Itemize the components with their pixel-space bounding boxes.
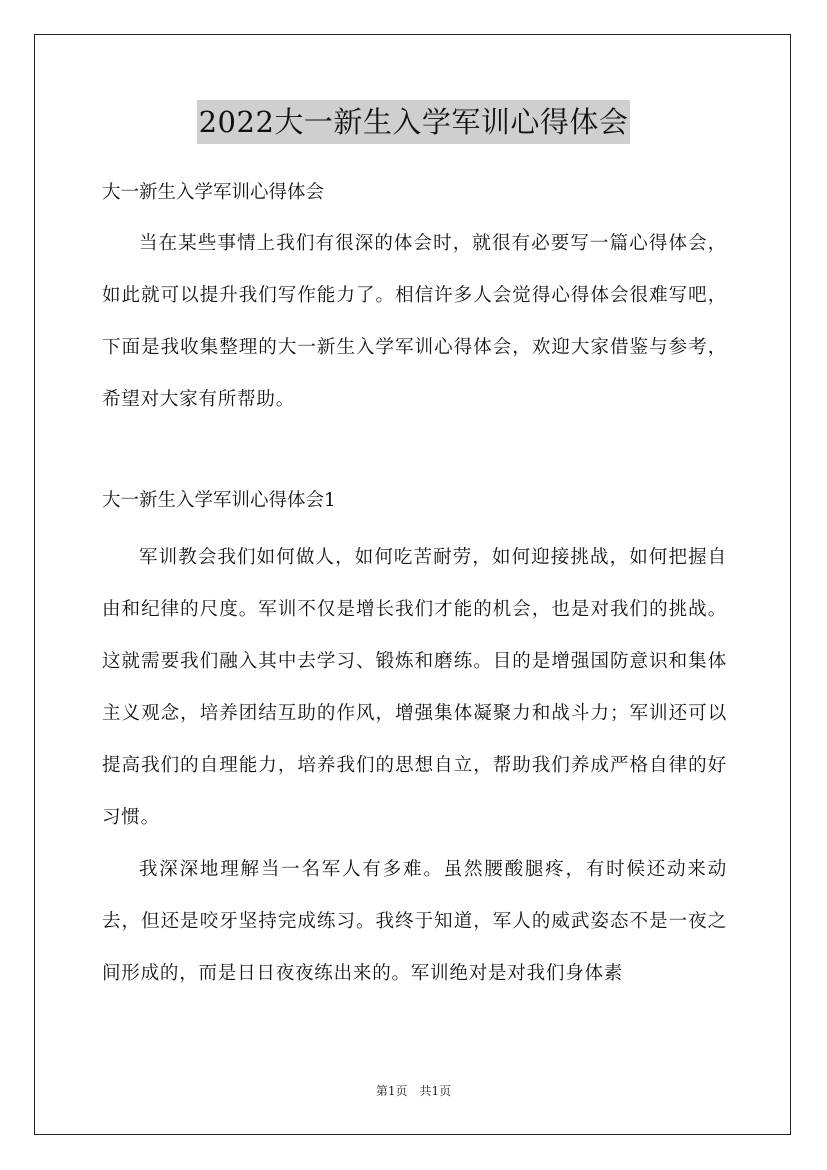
document-title: 2022大一新生入学军训心得体会 [197,100,631,144]
intro-paragraph: 当在某些事情上我们有很深的体会时，就很有必要写一篇心得体会，如此就可以提升我们写作能力了。相信许多人会觉得心得体会很难写吧，下面是我收集整理的大一新生入学军训心得体会，欢迎大家借鉴与参考，希望对大家有所帮助。 [102,233,727,410]
intro-heading: 大一新生入学军训心得体会 [102,182,325,203]
section1-paragraph-2: 我深深地理解当一名军人有多难。虽然腰酸腿疼，有时候还动来动去，但还是咬牙坚持完成练习。我终于知道，军人的威武姿态不是一夜之间形成的，而是日日夜夜练出来的。军训绝对是对我们身体素 [102,859,727,984]
page-footer: 第1页 共1页 [375,1084,452,1098]
document-body [102,176,727,1000]
section1-paragraph-1: 军训教会我们如何做人，如何吃苦耐劳，如何迎接挑战，如何把握自由和纪律的尺度。军训不仅是增长我们才能的机会，也是对我们的挑战。这就需要我们融入其中去学习、锻炼和磨练。目的是增强国防意识和集体主义观念，培养团结互助的作风，增强集体凝聚力和战斗力；军训还可以提高我们的自理能力，培养我们的思想自立，帮助我们养成严格自律的好习惯。 [102,547,727,828]
title-wrap [0,100,827,144]
section1-heading: 大一新生入学军训心得体会1 [102,490,336,511]
